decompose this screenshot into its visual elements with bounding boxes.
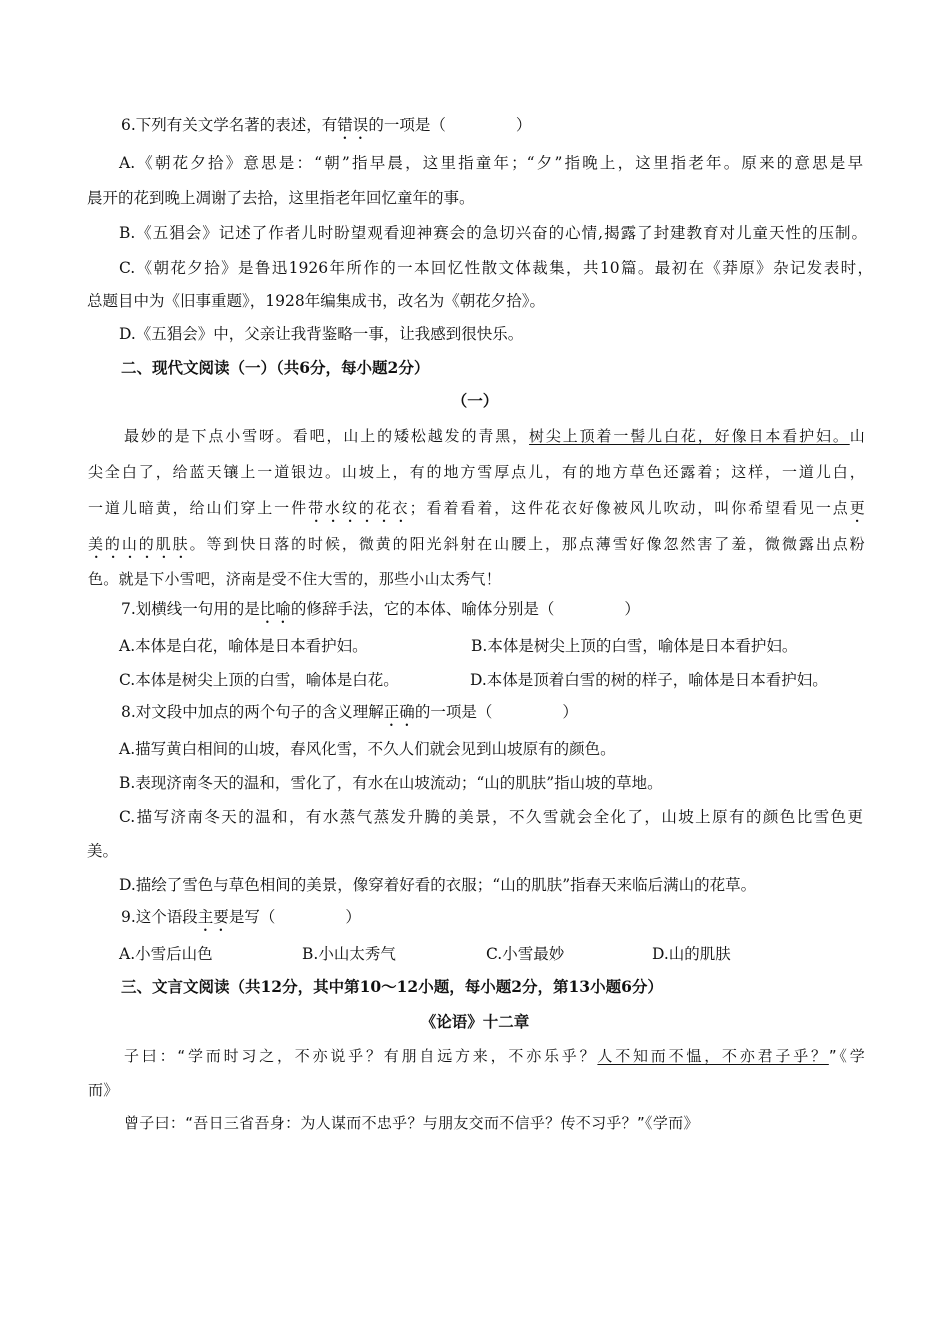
section2-heading: 二、现代文阅读（一）（共6分，每小题2分）	[121, 358, 430, 377]
section2-subheading: （一）	[451, 391, 499, 410]
section3-subheading: 《论语》十二章	[420, 1012, 530, 1031]
q7-stem-text: 7.划横线一句用的是	[121, 600, 260, 618]
q9-stem-text: 9.这个语段	[121, 908, 198, 926]
q6-option-d: D.《五猖会》中，父亲让我背鉴略一事，让我感到很快乐。	[119, 325, 524, 343]
passage-line4-text: 。等到快日落的时候，微黄的阳光斜射在山腰上，那点薄雪好像忽然害了羞，微微露出点粉	[189, 535, 865, 553]
passage-dotted-phrase2-start: 更	[849, 499, 865, 517]
q6-emphasis: 错误	[337, 116, 369, 134]
q8-option-a: A.描写黄白相间的山坡，春风化雪，不久人们就会见到山坡原有的颜色。	[119, 740, 616, 758]
passage-dotted-phrase2-end: 美的山的肌肤	[88, 535, 190, 553]
q9-option-b: B.小山太秀气	[302, 945, 396, 963]
lunyu-line3: 曾子曰：“吾日三省吾身：为人谋而不忠乎？与朋友交而不信乎？传不习乎？”《学而》	[124, 1114, 699, 1132]
q8-option-c-line2: 美。	[87, 842, 119, 860]
passage-line1	[124, 425, 865, 447]
passage-line5: 色。就是下小雪吧，济南是受不住大雪的，那些小山太秀气！	[88, 570, 502, 588]
passage-line4	[88, 533, 865, 562]
q7-stem-tail: 的修辞手法，它的本体、喻体分别是（	[290, 600, 555, 618]
q7-option-c: C.本体是树尖上顶的白雪，喻体是白花。	[119, 671, 399, 689]
q9-stem	[121, 906, 361, 935]
passage-line3-middle: ；看着看着，这件花衣好像被风儿吹动，叫你希望看见一点	[409, 499, 850, 517]
passage-line3	[88, 497, 865, 526]
q6-option-c-line2: 总题目中为《旧事重题》，1928年编集成书，改名为《朝花夕拾》。	[87, 292, 545, 310]
q7-option-b: B.本体是树尖上顶的白雪，喻体是日本看护妇。	[471, 637, 798, 655]
passage-line1-tail: 山	[849, 427, 866, 445]
q8-option-c-line1: C.描写济南冬天的温和，有水蒸气蒸发升腾的美景，不久雪就会全化了，山坡上原有的颜色比雪色更	[119, 808, 863, 826]
q8-stem-tail: 的一项是（	[414, 703, 493, 721]
lunyu-line1-tail: ”《学	[828, 1047, 866, 1065]
q9-option-a: A.小雪后山色	[119, 945, 213, 963]
q9-emphasis: 主要	[197, 908, 229, 926]
passage-line2: 尖全白了，给蓝天镶上一道银边。山坡上，有的地方雪厚点儿，有的地方草色还露着；这样，一道儿白，	[88, 463, 865, 481]
q8-option-d: D.描绘了雪色与草色相间的美景，像穿着好看的衣服；“山的肌肤”指春天来临后满山的花草。	[119, 876, 757, 894]
passage-line3-text: 一道儿暗黄，给山们穿上一件	[88, 499, 309, 517]
q6-close-paren: ）	[515, 116, 532, 134]
section3-heading: 三、文言文阅读（共12分，其中第10～12小题，每小题2分，第13小题6分）	[121, 977, 663, 996]
q7-option-a: A.本体是白花，喻体是日本看护妇。	[119, 637, 368, 655]
q9-option-c: C.小雪最妙	[486, 945, 565, 963]
q6-option-c-line1: C.《朝花夕拾》是鲁迅1926年所作的一本回忆性散文体裁集，共10篇。最初在《莽原》杂记发表时，	[119, 259, 873, 277]
q8-close-paren: ）	[562, 703, 578, 721]
q7-option-d: D.本体是顶着白雪的树的样子，喻体是日本看护妇。	[470, 671, 828, 689]
q8-stem-text: 8.对文段中加点的两个句子的含义理解	[121, 703, 384, 721]
q9-option-d: D.山的肌肤	[652, 945, 731, 963]
lunyu-line2: 而》	[88, 1081, 119, 1099]
lunyu-line1-text: 子曰：“学而时习之，不亦说乎？有朋自远方来，不亦乐乎？	[124, 1047, 598, 1065]
passage-underlined-sentence: 树尖上顶着一髻儿白花，好像日本看护妇。	[529, 427, 850, 445]
passage-dotted-phrase1: 带水纹的花衣	[308, 499, 410, 517]
q8-stem	[121, 701, 578, 730]
lunyu-underlined-sentence: 人不知而不愠，不亦君子乎？	[597, 1047, 829, 1065]
q6-stem	[121, 114, 531, 143]
q8-emphasis: 正确	[383, 703, 415, 721]
q6-option-a-line1: A.《朝花夕拾》意思是：“朝”指早晨，这里指童年；“夕”指晚上，这里指老年。原来的意思是早	[119, 154, 863, 172]
q6-option-b: B.《五猖会》记述了作者儿时盼望观看迎神赛会的急切兴奋的心情,揭露了封建教育对儿童天性的压制。	[119, 224, 867, 242]
q6-option-a-line2: 晨开的花到晚上凋谢了去拾，这里指老年回忆童年的事。	[87, 189, 475, 207]
q9-stem-tail: 是写（	[228, 908, 276, 926]
q6-stem-text: 6.下列有关文学名著的表述，有	[121, 116, 338, 134]
q7-stem	[121, 598, 640, 627]
lunyu-line1	[124, 1045, 865, 1067]
q8-option-b: B.表现济南冬天的温和，雪化了，有水在山坡流动；“山的肌肤”指山坡的草地。	[119, 774, 663, 792]
q7-emphasis: 比喻	[259, 600, 291, 618]
passage-line1-text: 最妙的是下点小雪呀。看吧，山上的矮松越发的青黑，	[124, 427, 530, 445]
q6-stem-tail: 的一项是（	[368, 116, 446, 134]
q7-close-paren: ）	[624, 600, 640, 618]
q9-close-paren: ）	[345, 908, 361, 926]
